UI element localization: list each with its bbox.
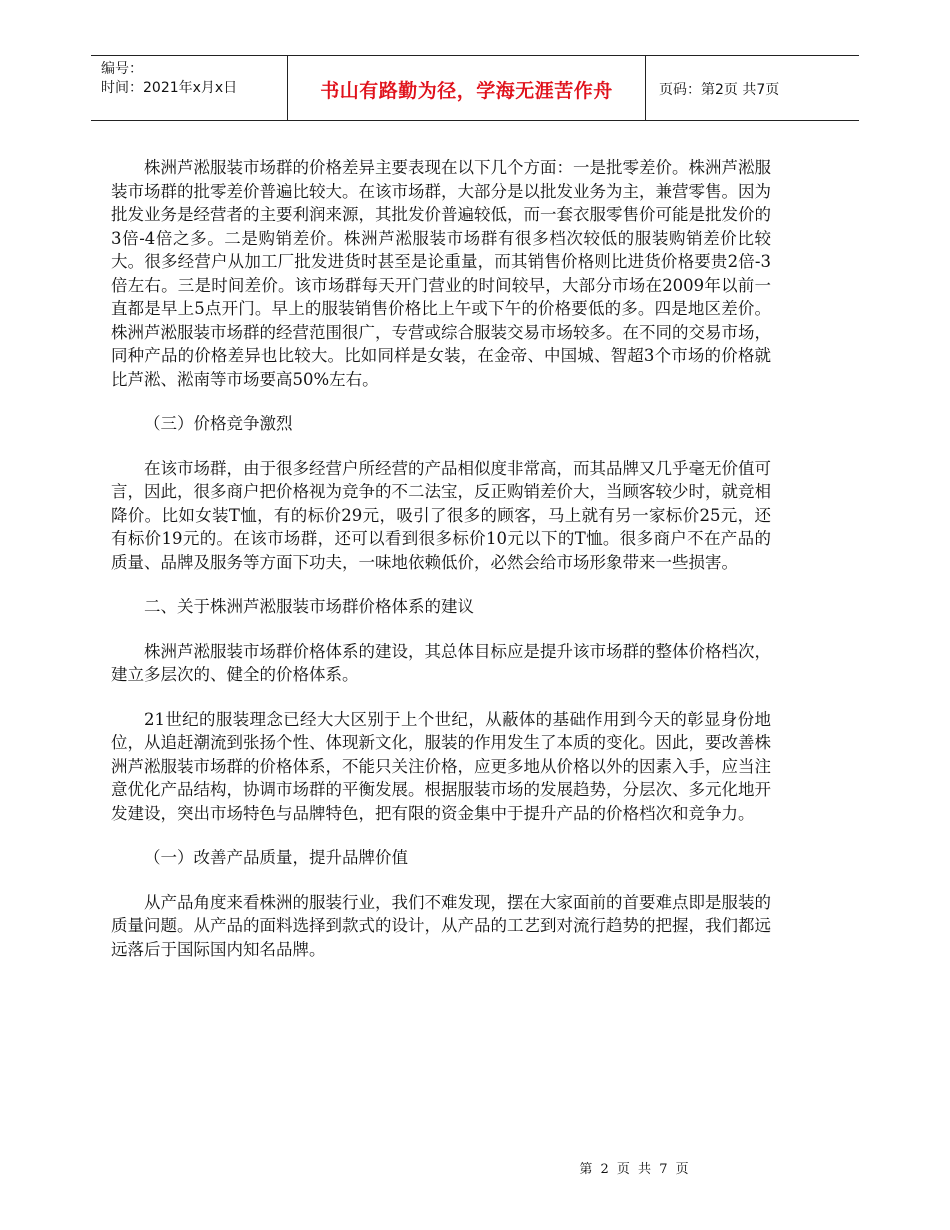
number-label: 编号： <box>101 61 143 77</box>
paragraph: 在该市场群，由于很多经营户所经营的产品相似度非常高，而其品牌又几乎毫无价值可言，因此，很多商户把价格视为竞争的不二法宝，反正购销差价大，当顾客较少时，就竞相降价。比如女装T恤，有的标价29元，吸引了很多的顾客，马上就有另一家标价25元，还有标价19元的。在该市场群，还可以看到很多标价10元以下的T恤。很多商户不在产品的质量、品牌及服务等方面下功夫，一味地依赖低价，必然会给市场形象带来一些损害。 <box>111 458 771 572</box>
header-page-info: 页码：第2页 共7页 <box>659 82 780 98</box>
document-body <box>111 156 771 982</box>
paragraph: 株洲芦淞服装市场群的价格差异主要表现在以下几个方面：一是批零差价。株洲芦淞服装市场群的批零差价普遍比较大。在该市场群，大部分是以批发业务为主，兼营零售。因为批发业务是经营者的主要利润来源，其批发价普遍较低，而一套衣服零售价可能是批发价的3倍-4倍之多。二是购销差价。株洲芦淞服装市场群有很多档次较低的服装购销差价比较大。很多经营户从加工厂批发进货时甚至是论重量，而其销售价格则比进货价格要贵2倍-3倍左右。三是时间差价。该市场群每天开门营业的时间较早，大部分市场在2009年以前一直都是早上5点开门。早上的服装销售价格比上午或下午的价格要低的多。四是地区差价。株洲芦淞服装市场群的经营范围很广，专营或综合服装交易市场较多。在不同的交易市场，同种产品的价格差异也比较大。比如同样是女装，在金帝、中国城、智超3个市场的价格就比芦淞、淞南等市场要高50%左右。 <box>111 158 771 389</box>
paragraph: 21世纪的服装理念已经大大区别于上个世纪，从蔽体的基础作用到今天的彰显身份地位，从追赶潮流到张扬个性、体现新文化，服装的作用发生了本质的变化。因此，要改善株洲芦淞服装市场群的价格体系，不能只关注价格，应更多地从价格以外的因素入手，应当注意优化产品结构，协调市场群的平衡发展。根据服装市场的发展趋势，分层次、多元化地开发建设，突出市场特色与品牌特色，把有限的资金集中于提升产品的价格档次和竞争力。 <box>111 709 771 823</box>
section-heading: （三）价格竞争激烈 <box>144 414 293 433</box>
paragraph: 株洲芦淞服装市场群价格体系的建设，其总体目标应是提升该市场群的整体价格档次，建立多层次的、健全的价格体系。 <box>111 641 771 684</box>
header-motto: 书山有路勤为径，学海无涯苦作舟 <box>320 80 613 102</box>
header-meta <box>101 60 291 98</box>
section-heading: （一）改善产品质量，提升品牌价值 <box>144 848 408 867</box>
header-divider <box>645 56 646 120</box>
page-header <box>91 55 859 121</box>
time-label: 时间：2021年x月x日 <box>101 80 238 96</box>
paragraph: 从产品角度来看株洲的服装行业，我们不难发现，摆在大家面前的首要难点即是服装的质量问题。从产品的面料选择到款式的设计，从产品的工艺到对流行趋势的把握，我们都远远落后于国际国内知名品牌。 <box>111 892 771 959</box>
page-footer: 第 2 页 共 7 页 <box>579 1162 691 1177</box>
section-heading: 二、关于株洲芦淞服装市场群价格体系的建议 <box>144 597 474 616</box>
